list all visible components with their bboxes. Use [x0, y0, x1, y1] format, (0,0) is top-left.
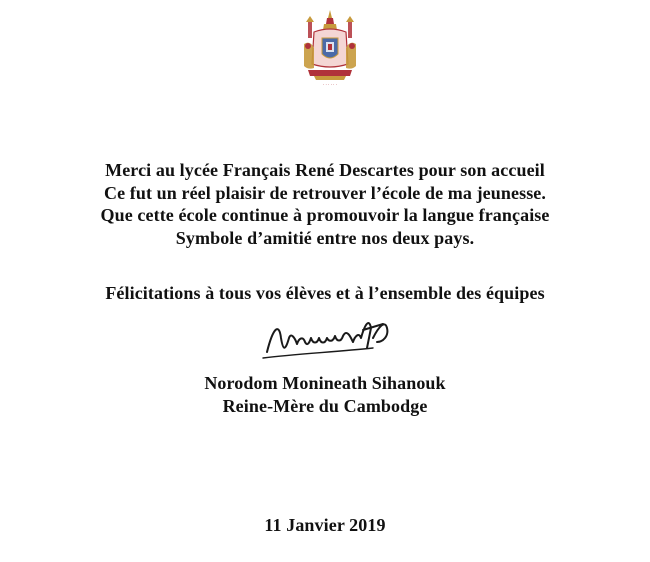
message-line: Ce fut un réel plaisir de retrouver l’école de ma jeunesse.: [104, 182, 546, 203]
message-line: Que cette école continue à promouvoir la langue française: [100, 205, 550, 225]
signatory-block: [0, 372, 650, 417]
signatory-name: Norodom Monineath Sihanouk: [204, 373, 446, 393]
signatory-title: Reine-Mère du Cambodge: [222, 395, 428, 416]
congratulations-line: Félicitations à tous vos élèves et à l’ensemble des équipes: [105, 283, 545, 303]
message-line: Symbole d’amitié entre nos deux pays.: [175, 227, 475, 248]
letter-date: 11 Janvier 2019: [264, 515, 386, 535]
message-block: [0, 159, 650, 249]
message-line: Merci au lycée Français René Descartes pour son accueil: [105, 160, 545, 180]
royal-emblem-icon: [294, 8, 366, 88]
handwritten-signature: [255, 308, 415, 368]
svg-text:· · · · · ·: · · · · · ·: [323, 82, 337, 87]
